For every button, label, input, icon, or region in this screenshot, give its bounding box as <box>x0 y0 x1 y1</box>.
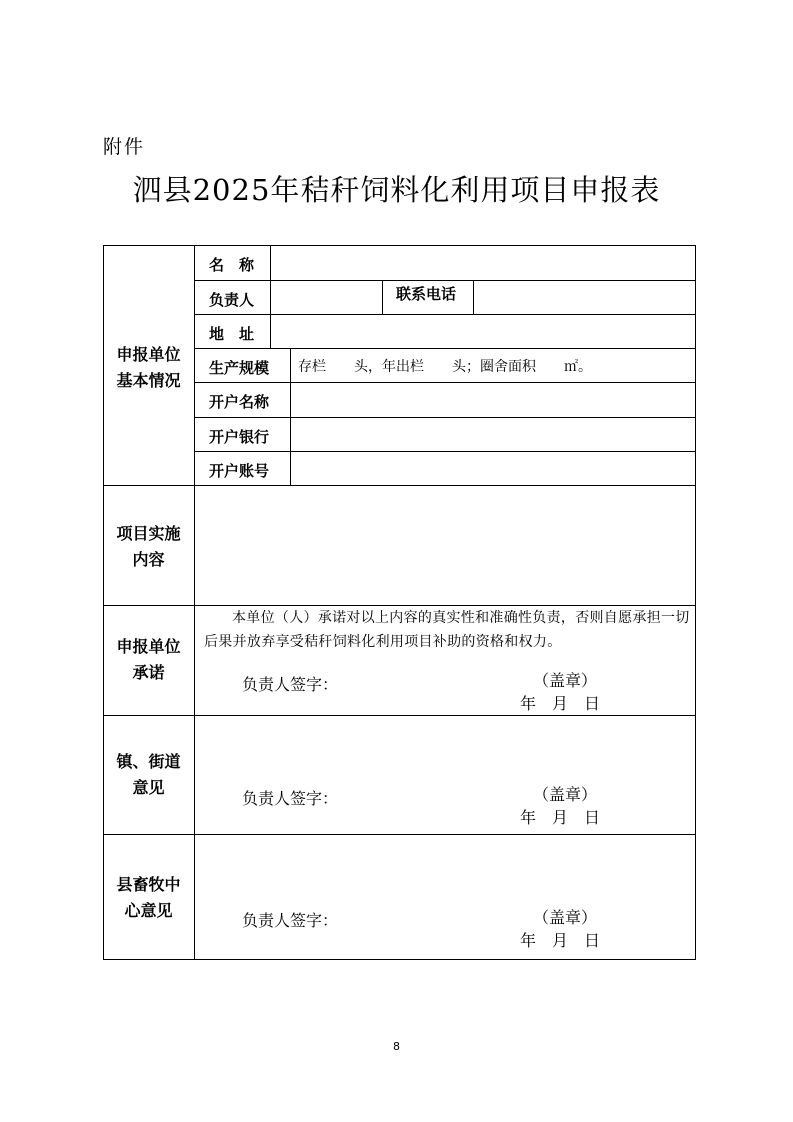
bank-label: 开户银行 <box>209 428 270 446</box>
section-county-opinion: 县畜牧中 心意见 <box>116 875 181 920</box>
production-scale-value: 存栏 头，年出栏 头；圈舍面积 ㎡。 <box>298 359 592 375</box>
date-label: 年 月 日 <box>520 694 601 713</box>
signer-label: 负责人签字： <box>242 789 339 808</box>
section-divider-line <box>103 485 696 486</box>
page-title: 泗县2025年秸秆饲料化利用项目申报表 <box>132 173 661 207</box>
phone-value-divider <box>473 280 474 314</box>
label-column-divider <box>290 348 291 485</box>
attachment-label: 附件 <box>103 136 146 158</box>
seal-label: （盖章） <box>533 785 598 804</box>
section-applicant-commitment: 申报单位 承诺 <box>116 637 181 682</box>
seal-label: （盖章） <box>533 671 598 690</box>
signer-label: 负责人签字： <box>242 675 339 694</box>
page-number: 8 <box>393 1040 400 1053</box>
production-scale-label: 生产规模 <box>209 359 270 377</box>
label-column-divider <box>270 245 271 348</box>
section-divider-line <box>103 715 696 716</box>
account-name-label: 开户名称 <box>209 393 270 411</box>
section-divider-line <box>103 834 696 835</box>
commitment-text: 本单位（人）承诺对以上内容的真实性和准确性负责，否则自愿承担一切后果并放弃享受秸秆饲料化利用项目补助的资格和权力。 <box>204 610 690 650</box>
phone-label-divider <box>382 280 383 314</box>
account-number-label: 开户账号 <box>209 462 270 480</box>
row-divider <box>194 348 696 349</box>
phone-label: 联系电话 <box>396 285 457 303</box>
section-divider <box>194 245 195 960</box>
section-applicant-basic: 申报单位 基本情况 <box>116 345 181 390</box>
row-divider <box>194 451 696 452</box>
row-divider <box>194 417 696 418</box>
signer-label: 负责人签字： <box>242 911 339 930</box>
name-label: 名 称 <box>209 256 255 274</box>
person-in-charge-label: 负责人 <box>209 291 255 309</box>
address-label: 地 址 <box>209 325 255 343</box>
row-divider <box>194 382 696 383</box>
section-project-content: 项目实施 内容 <box>116 524 181 569</box>
date-label: 年 月 日 <box>520 931 601 950</box>
seal-label: （盖章） <box>533 908 598 927</box>
section-town-opinion: 镇、街道 意见 <box>116 752 181 797</box>
date-label: 年 月 日 <box>520 808 601 827</box>
